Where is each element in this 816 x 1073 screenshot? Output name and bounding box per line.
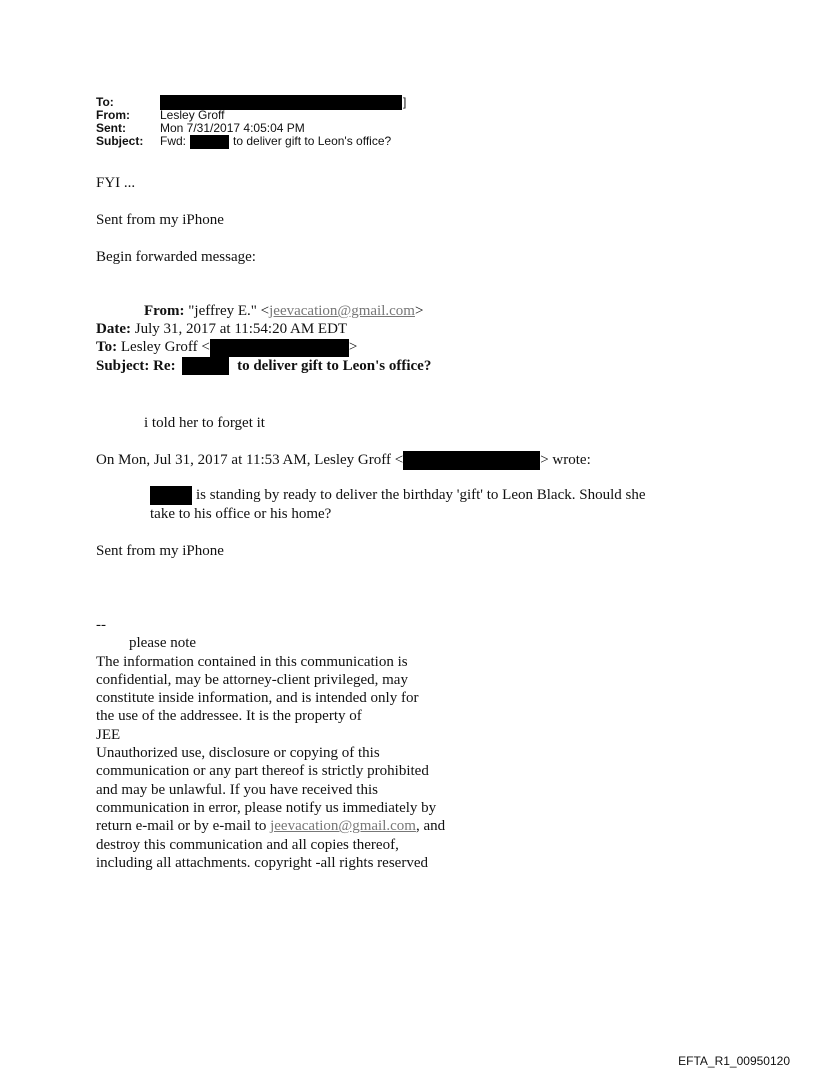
fwd-to-close: > xyxy=(348,339,358,355)
quoted-message xyxy=(150,486,646,524)
disclaimer-return-line xyxy=(96,817,445,835)
disclaimer-block xyxy=(96,616,445,872)
fyi-text: FYI ... xyxy=(96,175,136,191)
disclaimer-line: The information contained in this communication is xyxy=(96,653,408,670)
subject-label: Subject: xyxy=(96,134,144,148)
disclaimer-line: destroy this communication and all copies thereof, xyxy=(96,836,399,853)
fwd-from-email-link[interactable]: jeevacation@gmail.com xyxy=(269,303,415,319)
disclaimer-line: JEE xyxy=(96,726,121,743)
from-value: Lesley Groff xyxy=(160,108,225,122)
header-subject-row xyxy=(96,135,406,148)
fwd-subject-row xyxy=(96,357,431,376)
redacted-reply-address xyxy=(403,451,540,470)
fwd-to-label: To: xyxy=(96,339,118,355)
disclaimer-line: confidential, may be attorney-client privileged, may xyxy=(96,671,408,688)
quote-line-1 xyxy=(150,486,646,505)
bracket-mark: ] xyxy=(403,95,407,109)
signature-dashes: -- xyxy=(96,617,106,633)
please-note-text: please note xyxy=(129,635,197,652)
forwarded-header xyxy=(96,302,431,375)
fwd-from-close: > xyxy=(414,303,424,319)
fwd-date-row xyxy=(96,320,431,338)
sent-label: Sent: xyxy=(96,121,126,135)
disclaimer-line: communication in error, please notify us immediately by xyxy=(96,799,437,816)
sent-from-iphone: Sent from my iPhone xyxy=(96,212,224,228)
fwd-from-label: From: xyxy=(144,303,185,319)
fwd-date-value: July 31, 2017 at 11:54:20 AM EDT xyxy=(134,321,348,337)
disclaimer-line: constitute inside information, and is intended only for xyxy=(96,690,419,707)
redacted-fwd-to-address xyxy=(210,339,349,357)
return-email-link[interactable]: jeevacation@gmail.com xyxy=(270,818,416,835)
fwd-from-name: "jeffrey E." < xyxy=(188,303,270,319)
redacted-quote-name xyxy=(150,486,192,505)
return-suffix: , and xyxy=(415,818,446,835)
fwd-date-label: Date: xyxy=(96,321,131,337)
fwd-from-row xyxy=(96,302,431,320)
to-label: To: xyxy=(96,95,114,109)
on-wrote-prefix: On Mon, Jul 31, 2017 at 11:53 AM, Lesley Groff < xyxy=(96,452,404,468)
begin-forwarded-text: Begin forwarded message: xyxy=(96,249,256,265)
fwd-subject-suffix: to deliver gift to Leon's office? xyxy=(237,357,432,374)
redacted-subject-name xyxy=(190,135,229,149)
subject-suffix: to deliver gift to Leon's office? xyxy=(233,134,392,148)
on-wrote-line xyxy=(96,451,591,470)
quote-line-2: take to his office or his home? xyxy=(150,506,332,523)
sent-value: Mon 7/31/2017 4:05:04 PM xyxy=(160,121,305,135)
disclaimer-line: and may be unlawful. If you have received this xyxy=(96,781,378,798)
fwd-subject-label: Subject: Re: xyxy=(96,357,176,374)
header-to-row xyxy=(96,96,406,109)
reply-text: i told her to forget it xyxy=(144,415,265,431)
from-label: From: xyxy=(96,108,130,122)
redacted-fwd-subject-name xyxy=(182,357,229,375)
on-wrote-suffix: > wrote: xyxy=(540,452,591,468)
disclaimer-line: including all attachments. copyright -all rights reserved xyxy=(96,854,428,871)
fwd-to-value: Lesley Groff < xyxy=(120,339,210,355)
sent-from-iphone-2: Sent from my iPhone xyxy=(96,543,224,559)
subject-prefix: Fwd: xyxy=(160,134,187,148)
disclaimer-line: Unauthorized use, disclosure or copying of this xyxy=(96,745,380,762)
return-prefix: return e-mail or by e-mail to xyxy=(96,818,271,835)
disclaimer-line: communication or any part thereof is strictly prohibited xyxy=(96,763,429,780)
email-header xyxy=(96,96,406,148)
disclaimer-line: the use of the addressee. It is the property of xyxy=(96,708,362,725)
document-id: EFTA_R1_00950120 xyxy=(678,1054,790,1068)
fwd-to-row xyxy=(96,338,431,357)
quote-line-1-text: is standing by ready to deliver the birthday 'gift' to Leon Black. Should she xyxy=(196,487,646,503)
